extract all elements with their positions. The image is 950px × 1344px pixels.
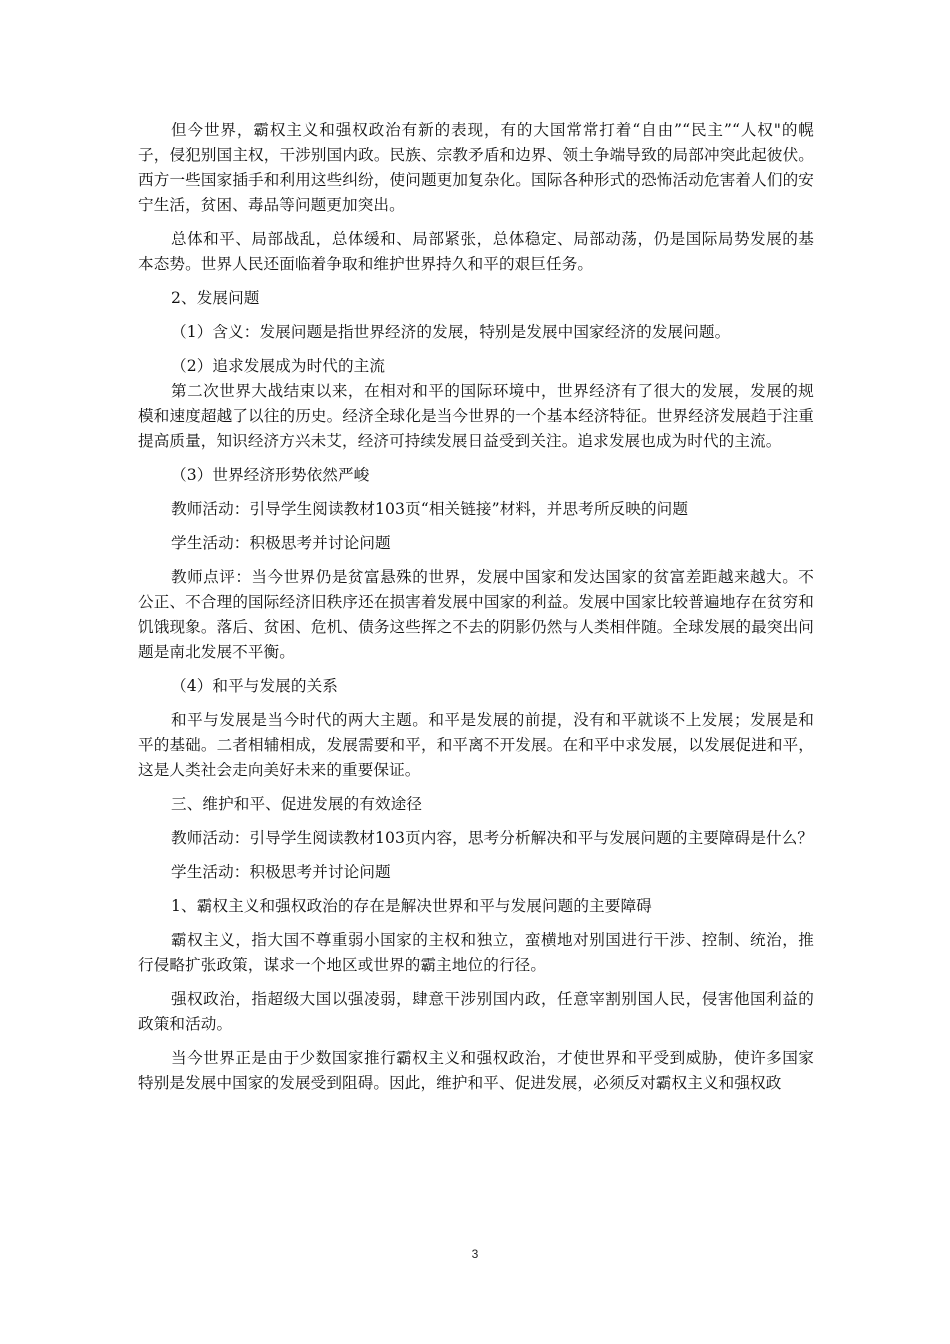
heading-peace-development-relation: （4）和平与发展的关系 <box>171 677 338 695</box>
paragraph-spacer <box>138 311 814 320</box>
paragraph-spacer <box>138 699 814 708</box>
paragraph-spacer <box>138 488 814 497</box>
heading-section-three: 三、维护和平、促进发展的有效途径 <box>171 795 423 813</box>
paragraph-two-themes: 和平与发展是当今时代的两大主题。和平是发展的前提，没有和平就谈不上发展；发展是和平的基础。二者相辅相成，发展需要和平，和平离不开发展。在和平中求发展，以发展促进和平，这是人类社会走向美好未来的重要保证。 <box>138 711 814 779</box>
paragraph-postwar-development: 第二次世界大战结束以来，在相对和平的国际环境中，世界经济有了很大的发展，发展的规模和速度超越了以往的历史。经济全球化是当今世界的一个基本经济特征。世界经济发展趋于注重提高质量，知识经济方兴未艾，经济可持续发展日益受到关注。追求发展也成为时代的主流。 <box>138 382 814 450</box>
heading-development-mainstream: （2）追求发展成为时代的主流 <box>171 357 386 375</box>
paragraph-power-politics-definition: 强权政治，指超级大国以强凌弱，肆意干涉别国内政，任意宰割别国人民，侵害他国利益的政策和活动。 <box>138 990 814 1033</box>
paragraph-oppose-hegemonism: 当今世界正是由于少数国家推行霸权主义和强权政治，才使世界和平受到威胁，使许多国家特别是发展中国家的发展受到阻碍。因此，维护和平、促进发展，必须反对霸权主义和强权政 <box>138 1049 814 1092</box>
paragraph-spacer <box>138 556 814 565</box>
paragraph-spacer <box>138 1037 814 1046</box>
paragraph-teacher-activity-1: 教师活动：引导学生阅读教材103页“相关链接”材料，并思考所反映的问题 <box>171 500 689 518</box>
paragraph-spacer <box>138 522 814 531</box>
paragraph-student-activity-1: 学生活动：积极思考并讨论问题 <box>171 534 391 552</box>
paragraph-spacer <box>138 454 814 463</box>
paragraph-spacer <box>138 851 814 860</box>
document-body <box>138 118 814 1096</box>
paragraph-spacer <box>138 783 814 792</box>
page-number: 3 <box>471 1247 479 1261</box>
paragraph-student-activity-2: 学生活动：积极思考并讨论问题 <box>171 863 391 881</box>
paragraph-teacher-comment: 教师点评：当今世界仍是贫富悬殊的世界，发展中国家和发达国家的贫富差距越来越大。不公正、不合理的国际经济旧秩序还在损害着发展中国家的利益。发展中国家比较普遍地存在贫穷和饥饿现象。落后、贫困、危机、债务这些挥之不去的阴影仍然与人类相伴随。全球发展的最突出问题是南北发展不平衡。 <box>138 568 814 661</box>
paragraph-spacer <box>138 277 814 286</box>
paragraph-spacer <box>138 218 814 227</box>
paragraph-spacer <box>138 345 814 354</box>
paragraph-overall-situation: 总体和平、局部战乱，总体缓和、局部紧张，总体稳定、局部动荡，仍是国际局势发展的基本态势。世界人民还面临着争取和维护世界持久和平的艰巨任务。 <box>138 230 814 273</box>
heading-main-obstacle: 1、霸权主义和强权政治的存在是解决世界和平与发展问题的主要障碍 <box>171 897 652 915</box>
paragraph-spacer <box>138 817 814 826</box>
paragraph-spacer <box>138 919 814 928</box>
paragraph-development-meaning: （1）含义：发展问题是指世界经济的发展，特别是发展中国家经济的发展问题。 <box>171 323 731 341</box>
paragraph-spacer <box>138 665 814 674</box>
paragraph-teacher-activity-2: 教师活动：引导学生阅读教材103页内容，思考分析解决和平与发展问题的主要障碍是什么？ <box>171 829 814 847</box>
paragraph-hegemonism-definition: 霸权主义，指大国不尊重弱小国家的主权和独立，蛮横地对别国进行干涉、控制、统治，推行侵略扩张政策，谋求一个地区或世界的霸主地位的行径。 <box>138 931 814 974</box>
paragraph-spacer <box>138 978 814 987</box>
paragraph-spacer <box>138 885 814 894</box>
paragraph-hegemony-new-forms: 但今世界，霸权主义和强权政治有新的表现，有的大国常常打着“自由”“民主”“人权"的幌子，侵犯别国主权，干涉别国内政。民族、宗教矛盾和边界、领土争端导致的局部冲突此起彼伏。西方一些国家插手和利用这些纠纷，使问题更加复杂化。国际各种形式的恐怖活动危害着人们的安宁生活，贫困、毒品等问题更加突出。 <box>138 121 814 214</box>
heading-economic-situation: （3）世界经济形势依然严峻 <box>171 466 370 484</box>
heading-development-issue: 2、发展问题 <box>171 289 260 307</box>
